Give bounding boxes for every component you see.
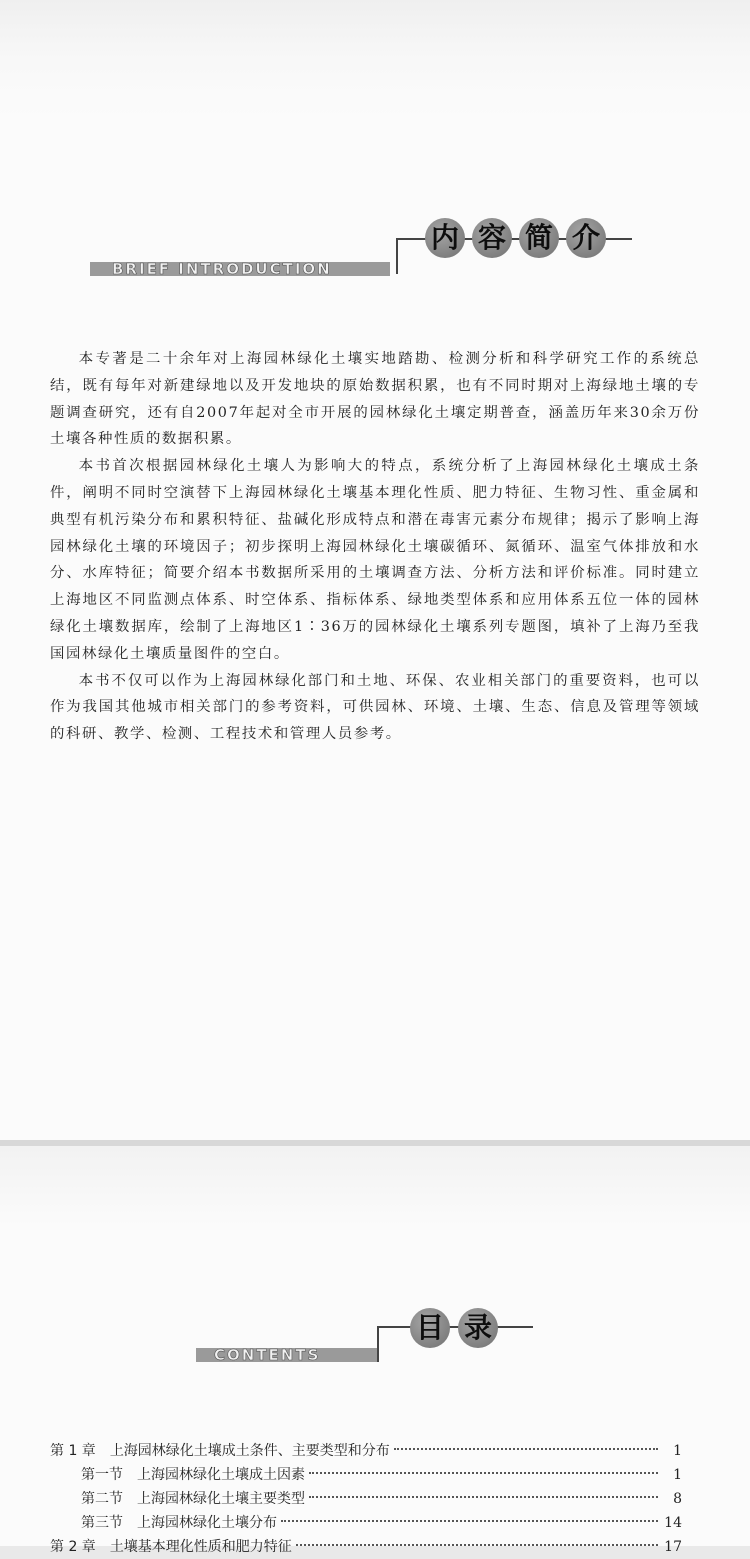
toc-page-number: 1 <box>673 1443 682 1459</box>
intro-header-english: BRIEF INTRODUCTION <box>112 262 332 276</box>
intro-paragraph: 本书首次根据园林绿化土壤人为影响大的特点，系统分析了上海园林绿化土壤成土条件，阐明不同时空演替下上海园林绿化土壤基本理化性质、肥力特征、生物习性、重金属和典型有机污染分布和累积特征、盐碱化形成特点和潜在毒害元素分布规律；揭示了影响上海园林绿化土壤的环境因子；初步探明上海园林绿化土壤碳循环、氮循环、温室气体排放和水分、水库特征；简要介绍本书数据所采用的土壤调查方法、分析方法和评价标准。同时建立上海地区不同监测点体系、时空体系、指标体系、绿地类型体系和应用体系五位一体的园林绿化土壤数据库，绘制了上海地区1∶36万的园林绿化土壤系列专题图，填补了上海乃至我国园林绿化土壤质量图件的空白。 <box>50 458 700 662</box>
table-of-contents <box>50 1439 682 1559</box>
toc-title: 上海园林绿化土壤成土条件、主要类型和分布 <box>109 1443 390 1459</box>
intro-header-char: 内 <box>425 218 465 258</box>
intro-paragraph: 本书不仅可以作为上海园林绿化部门和土地、环保、农业相关部门的重要资料，也可以作为我国其他城市相关部门的参考资料，可供园林、环境、土壤、生态、信息及管理等领域的科研、教学、检测、工程技术和管理人员参考。 <box>50 672 700 743</box>
toc-leader <box>309 1472 658 1474</box>
intro-paragraph: 本专著是二十余年对上海园林绿化土壤实地踏勘、检测分析和科学研究工作的系统总结，既有每年对新建绿地以及开发地块的原始数据积累，也有不同时期对上海绿地土壤的专题调查研究，还有自2007年起对全市开展的园林绿化土壤定期普查，涵盖历年来30余万份土壤各种性质的数据积累。 <box>50 351 700 448</box>
toc-chapter-2[interactable] <box>50 1535 682 1559</box>
toc-section[interactable] <box>50 1487 682 1511</box>
toc-title: 上海园林绿化土壤分布 <box>137 1515 277 1531</box>
contents-header-char: 录 <box>458 1308 498 1348</box>
toc-title: 土壤基本理化性质和肥力特征 <box>109 1539 292 1555</box>
toc-number: 第 2 章 <box>50 1539 96 1555</box>
toc-number: 第一节 <box>81 1467 123 1483</box>
contents-header-vline <box>377 1326 379 1362</box>
toc-number: 第二节 <box>81 1491 123 1507</box>
intro-header-char: 容 <box>472 218 512 258</box>
intro-header-char: 介 <box>566 218 606 258</box>
intro-header-vline <box>396 238 398 274</box>
toc-page-number: 1 <box>673 1467 682 1483</box>
toc-chapter-1[interactable] <box>50 1439 682 1463</box>
toc-title: 上海园林绿化土壤成土因素 <box>137 1467 305 1483</box>
toc-section[interactable] <box>50 1511 682 1535</box>
toc-leader <box>281 1520 658 1522</box>
toc-leader <box>394 1448 658 1450</box>
toc-number: 第三节 <box>81 1515 123 1531</box>
intro-body <box>50 346 700 748</box>
toc-section[interactable] <box>50 1463 682 1487</box>
toc-page-number: 8 <box>673 1491 682 1507</box>
toc-page-number: 17 <box>664 1539 682 1555</box>
intro-header-char: 简 <box>519 218 559 258</box>
toc-leader <box>309 1496 658 1498</box>
toc-number: 第 1 章 <box>50 1443 96 1459</box>
contents-header-hline <box>377 1326 533 1328</box>
toc-title: 上海园林绿化土壤主要类型 <box>137 1491 305 1507</box>
toc-page-number: 14 <box>664 1515 682 1531</box>
contents-header-english: CONTENTS <box>214 1348 321 1362</box>
contents-header-char: 目 <box>410 1308 450 1348</box>
